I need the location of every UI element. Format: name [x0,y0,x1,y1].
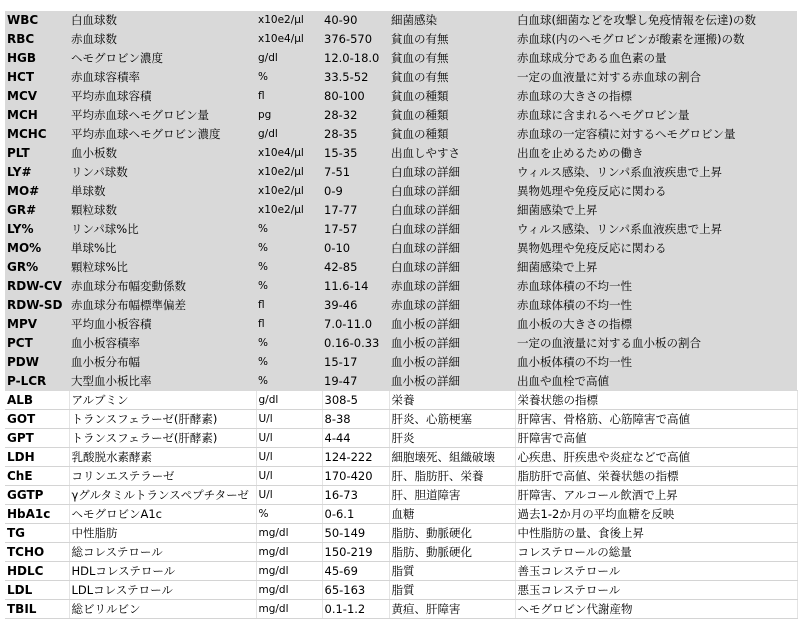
reference-range-cell[interactable]: 50-149 [322,524,389,543]
reference-range-cell[interactable]: 15-17 [322,353,389,372]
test-name-cell[interactable]: リンパ球数 [69,163,256,182]
table-row [5,315,797,334]
test-name-cell[interactable]: ヘモグロビン濃度 [69,49,256,68]
unit-cell[interactable]: fl [256,296,322,315]
test-name-cell[interactable]: 赤血球分布幅標準偏差 [69,296,256,315]
description-cell[interactable]: 一定の血液量に対する赤血球の割合 [515,68,797,87]
test-code-cell[interactable]: MCHC [5,125,69,144]
test-code-cell[interactable]: GOT [5,410,69,429]
purpose-cell[interactable]: 脂質 [389,562,515,581]
purpose-cell[interactable]: 赤血球の詳細 [389,277,515,296]
reference-range-cell[interactable]: 0-9 [322,182,389,201]
description-cell[interactable]: 血小板体積の不均一性 [515,353,797,372]
description-cell[interactable]: ヘモグロビン代謝産物 [515,600,797,619]
test-name-cell[interactable]: 平均赤血球容積 [69,87,256,106]
test-name-cell[interactable]: トランスフェラーゼ(肝酵素) [69,429,256,448]
unit-cell[interactable]: % [256,334,322,353]
test-code-cell[interactable]: TBIL [5,600,69,619]
unit-cell[interactable]: x10e2/μl [256,201,322,220]
reference-range-cell[interactable]: 7.0-11.0 [322,315,389,334]
test-code-cell[interactable]: LY# [5,163,69,182]
purpose-cell[interactable]: 白血球の詳細 [389,163,515,182]
reference-range-cell[interactable]: 19-47 [322,372,389,391]
table-row [5,220,797,239]
unit-cell[interactable]: fl [256,87,322,106]
purpose-cell[interactable]: 白血球の詳細 [389,258,515,277]
unit-cell[interactable]: U/l [256,486,322,505]
table-row [5,600,797,619]
unit-cell[interactable]: % [256,239,322,258]
spreadsheet [5,11,797,619]
description-cell[interactable]: 栄養状態の指標 [515,391,797,410]
table-row [5,562,797,581]
purpose-cell[interactable]: 貧血の種類 [389,125,515,144]
reference-range-cell[interactable]: 15-35 [322,144,389,163]
test-code-cell[interactable]: PLT [5,144,69,163]
description-cell[interactable]: 肝障害、アルコール飲酒で上昇 [515,486,797,505]
unit-cell[interactable]: x10e2/μl [256,11,322,30]
purpose-cell[interactable]: 肝、胆道障害 [389,486,515,505]
description-cell[interactable]: 出血や血栓で高値 [515,372,797,391]
reference-range-cell[interactable]: 17-57 [322,220,389,239]
table-row [5,353,797,372]
reference-range-cell[interactable]: 45-69 [322,562,389,581]
test-name-cell[interactable]: LDLコレステロール [69,581,256,600]
table-row [5,49,797,68]
purpose-cell[interactable]: 細菌感染 [389,11,515,30]
unit-cell[interactable]: mg/dl [256,600,322,619]
table-row [5,68,797,87]
purpose-cell[interactable]: 肝炎 [389,429,515,448]
table-row [5,182,797,201]
table-row [5,201,797,220]
reference-range-cell[interactable]: 12.0-18.0 [322,49,389,68]
purpose-cell[interactable]: 出血しやすさ [389,144,515,163]
table-row [5,11,797,30]
table-row [5,448,797,467]
description-cell[interactable]: 異物処理や免疫反応に関わる [515,182,797,201]
test-name-cell[interactable]: 顆粒球%比 [69,258,256,277]
unit-cell[interactable]: % [256,372,322,391]
unit-cell[interactable]: % [256,220,322,239]
unit-cell[interactable]: U/l [256,448,322,467]
table-row [5,163,797,182]
table-row [5,144,797,163]
test-name-cell[interactable]: 総コレステロール [69,543,256,562]
purpose-cell[interactable]: 貧血の有無 [389,68,515,87]
purpose-cell[interactable]: 肝、脂肪肝、栄養 [389,467,515,486]
purpose-cell[interactable]: 血糖 [389,505,515,524]
test-name-cell[interactable]: 白血球数 [69,11,256,30]
test-name-cell[interactable]: 血小板容積率 [69,334,256,353]
test-code-cell[interactable]: GR# [5,201,69,220]
table-row [5,429,797,448]
test-code-cell[interactable]: RDW-CV [5,277,69,296]
purpose-cell[interactable]: 脂肪、動脈硬化 [389,543,515,562]
test-code-cell[interactable]: ChE [5,467,69,486]
reference-range-cell[interactable]: 11.6-14 [322,277,389,296]
purpose-cell[interactable]: 貧血の有無 [389,49,515,68]
purpose-cell[interactable]: 黄疸、肝障害 [389,600,515,619]
test-name-cell[interactable]: 平均赤血球ヘモグロビン濃度 [69,125,256,144]
purpose-cell[interactable]: 貧血の種類 [389,87,515,106]
test-code-cell[interactable]: LDH [5,448,69,467]
description-cell[interactable]: 脂肪肝で高値、栄養状態の指標 [515,467,797,486]
purpose-cell[interactable]: 白血球の詳細 [389,239,515,258]
purpose-cell[interactable]: 血小板の詳細 [389,334,515,353]
test-code-cell[interactable]: RDW-SD [5,296,69,315]
purpose-cell[interactable]: 貧血の種類 [389,106,515,125]
table-row [5,106,797,125]
unit-cell[interactable]: mg/dl [256,581,322,600]
table-row [5,505,797,524]
description-cell[interactable]: 異物処理や免疫反応に関わる [515,239,797,258]
unit-cell[interactable]: % [256,258,322,277]
reference-range-cell[interactable]: 8-38 [322,410,389,429]
reference-range-cell[interactable]: 170-420 [322,467,389,486]
test-code-cell[interactable]: GR% [5,258,69,277]
table-row [5,125,797,144]
unit-cell[interactable]: U/l [256,429,322,448]
unit-cell[interactable]: x10e4/μl [256,30,322,49]
purpose-cell[interactable]: 血小板の詳細 [389,315,515,334]
purpose-cell[interactable]: 血小板の詳細 [389,372,515,391]
test-code-cell[interactable]: HGB [5,49,69,68]
purpose-cell[interactable]: 脂肪、動脈硬化 [389,524,515,543]
test-code-cell[interactable]: ALB [5,391,69,410]
description-cell[interactable]: 肝障害、骨格筋、心筋障害で高値 [515,410,797,429]
test-name-cell[interactable]: アルブミン [69,391,256,410]
table-row [5,524,797,543]
reference-range-cell[interactable]: 0.1-1.2 [322,600,389,619]
purpose-cell[interactable]: 赤血球の詳細 [389,296,515,315]
test-code-cell[interactable]: MO% [5,239,69,258]
description-cell[interactable]: 心疾患、肝疾患や炎症などで高値 [515,448,797,467]
test-code-cell[interactable]: GPT [5,429,69,448]
unit-cell[interactable]: x10e2/μl [256,182,322,201]
test-code-cell[interactable]: MPV [5,315,69,334]
unit-cell[interactable]: x10e2/μl [256,163,322,182]
test-code-cell[interactable]: HDLC [5,562,69,581]
reference-range-cell[interactable]: 7-51 [322,163,389,182]
description-cell[interactable]: 赤血球体積の不均一性 [515,277,797,296]
reference-range-cell[interactable]: 40-90 [322,11,389,30]
unit-cell[interactable]: g/dl [256,49,322,68]
unit-cell[interactable]: pg [256,106,322,125]
unit-cell[interactable]: U/l [256,410,322,429]
description-cell[interactable]: 血小板の大きさの指標 [515,315,797,334]
reference-range-cell[interactable]: 376-570 [322,30,389,49]
description-cell[interactable]: 過去1-2か月の平均血糖を反映 [515,505,797,524]
unit-cell[interactable]: mg/dl [256,562,322,581]
reference-range-cell[interactable]: 17-77 [322,201,389,220]
reference-range-cell[interactable]: 28-32 [322,106,389,125]
unit-cell[interactable]: U/l [256,467,322,486]
test-code-cell[interactable]: LY% [5,220,69,239]
description-cell[interactable]: 赤血球(内のヘモグロビンが酸素を運搬)の数 [515,30,797,49]
test-code-cell[interactable]: LDL [5,581,69,600]
table-row [5,581,797,600]
test-name-cell[interactable]: 赤血球容積率 [69,68,256,87]
test-code-cell[interactable]: MCV [5,87,69,106]
table-row [5,391,797,410]
table-body [5,11,797,619]
reference-range-cell[interactable]: 0.16-0.33 [322,334,389,353]
unit-cell[interactable]: % [256,353,322,372]
unit-cell[interactable]: % [256,277,322,296]
test-name-cell[interactable]: ヘモグロビンA1c [69,505,256,524]
description-cell[interactable]: 悪玉コレステロール [515,581,797,600]
table-row [5,334,797,353]
test-name-cell[interactable]: 乳酸脱水素酵素 [69,448,256,467]
test-code-cell[interactable]: WBC [5,11,69,30]
unit-cell[interactable]: mg/dl [256,543,322,562]
test-code-cell[interactable]: MO# [5,182,69,201]
table-row [5,410,797,429]
table-row [5,486,797,505]
description-cell[interactable]: 細菌感染で上昇 [515,201,797,220]
reference-range-cell[interactable]: 39-46 [322,296,389,315]
unit-cell[interactable]: % [256,68,322,87]
table-row [5,87,797,106]
table-row [5,296,797,315]
reference-range-cell[interactable]: 42-85 [322,258,389,277]
test-name-cell[interactable]: 平均血小板容積 [69,315,256,334]
description-cell[interactable]: ウィルス感染、リンパ系血液疾患で上昇 [515,220,797,239]
description-cell[interactable]: 赤血球の一定容積に対するヘモグロビン量 [515,125,797,144]
reference-range-cell[interactable]: 65-163 [322,581,389,600]
purpose-cell[interactable]: 貧血の有無 [389,30,515,49]
unit-cell[interactable]: g/dl [256,125,322,144]
unit-cell[interactable]: g/dl [256,391,322,410]
test-code-cell[interactable]: MCH [5,106,69,125]
reference-range-cell[interactable]: 150-219 [322,543,389,562]
test-code-cell[interactable]: PDW [5,353,69,372]
table-row [5,239,797,258]
test-name-cell[interactable]: 顆粒球数 [69,201,256,220]
test-name-cell[interactable]: コリンエステラーゼ [69,467,256,486]
test-name-cell[interactable]: リンパ球%比 [69,220,256,239]
purpose-cell[interactable]: 脂質 [389,581,515,600]
table-row [5,30,797,49]
test-code-cell[interactable]: TG [5,524,69,543]
table-row [5,372,797,391]
unit-cell[interactable]: fl [256,315,322,334]
reference-range-cell[interactable]: 16-73 [322,486,389,505]
test-code-cell[interactable]: HCT [5,68,69,87]
reference-range-cell[interactable]: 0-6.1 [322,505,389,524]
description-cell[interactable]: 赤血球の大きさの指標 [515,87,797,106]
table-row [5,258,797,277]
test-name-cell[interactable]: 血小板数 [69,144,256,163]
test-code-cell[interactable]: TCHO [5,543,69,562]
test-name-cell[interactable]: 単球数 [69,182,256,201]
table-row [5,277,797,296]
test-name-cell[interactable]: 総ビリルビン [69,600,256,619]
test-name-cell[interactable]: 大型血小板比率 [69,372,256,391]
table-row [5,467,797,486]
description-cell[interactable]: コレステロールの総量 [515,543,797,562]
reference-range-cell[interactable]: 33.5-52 [322,68,389,87]
test-code-cell[interactable]: GGTP [5,486,69,505]
test-name-cell[interactable]: トランスフェラーゼ(肝酵素) [69,410,256,429]
test-name-cell[interactable]: 単球%比 [69,239,256,258]
reference-range-cell[interactable]: 308-5 [322,391,389,410]
description-cell[interactable]: 赤血球体積の不均一性 [515,296,797,315]
purpose-cell[interactable]: 白血球の詳細 [389,220,515,239]
reference-range-cell[interactable]: 28-35 [322,125,389,144]
purpose-cell[interactable]: 肝炎、心筋梗塞 [389,410,515,429]
description-cell[interactable]: ウィルス感染、リンパ系血液疾患で上昇 [515,163,797,182]
reference-range-cell[interactable]: 4-44 [322,429,389,448]
unit-cell[interactable]: mg/dl [256,524,322,543]
lab-test-table [5,11,798,619]
purpose-cell[interactable]: 栄養 [389,391,515,410]
reference-range-cell[interactable]: 0-10 [322,239,389,258]
description-cell[interactable]: 赤血球成分である血色素の量 [515,49,797,68]
test-name-cell[interactable]: 平均赤血球ヘモグロビン量 [69,106,256,125]
unit-cell[interactable]: % [256,505,322,524]
purpose-cell[interactable]: 血小板の詳細 [389,353,515,372]
test-name-cell[interactable]: 赤血球分布幅変動係数 [69,277,256,296]
unit-cell[interactable]: x10e4/μl [256,144,322,163]
purpose-cell[interactable]: 白血球の詳細 [389,182,515,201]
test-name-cell[interactable]: 赤血球数 [69,30,256,49]
description-cell[interactable]: 中性脂肪の量、食後上昇 [515,524,797,543]
test-code-cell[interactable]: PCT [5,334,69,353]
description-cell[interactable]: 細菌感染で上昇 [515,258,797,277]
table-row [5,543,797,562]
test-name-cell[interactable]: γグルタミルトランスペプチターゼ [69,486,256,505]
test-name-cell[interactable]: HDLコレステロール [69,562,256,581]
description-cell[interactable]: 赤血球に含まれるヘモグロビン量 [515,106,797,125]
test-name-cell[interactable]: 血小板分布幅 [69,353,256,372]
description-cell[interactable]: 善玉コレステロール [515,562,797,581]
purpose-cell[interactable]: 白血球の詳細 [389,201,515,220]
description-cell[interactable]: 一定の血液量に対する血小板の割合 [515,334,797,353]
purpose-cell[interactable]: 細胞壊死、組織破壊 [389,448,515,467]
description-cell[interactable]: 出血を止めるための働き [515,144,797,163]
test-name-cell[interactable]: 中性脂肪 [69,524,256,543]
reference-range-cell[interactable]: 124-222 [322,448,389,467]
test-code-cell[interactable]: HbA1c [5,505,69,524]
description-cell[interactable]: 白血球(細菌などを攻撃し免疫情報を伝達)の数 [515,11,797,30]
reference-range-cell[interactable]: 80-100 [322,87,389,106]
test-code-cell[interactable]: RBC [5,30,69,49]
test-code-cell[interactable]: P-LCR [5,372,69,391]
description-cell[interactable]: 肝障害で高値 [515,429,797,448]
